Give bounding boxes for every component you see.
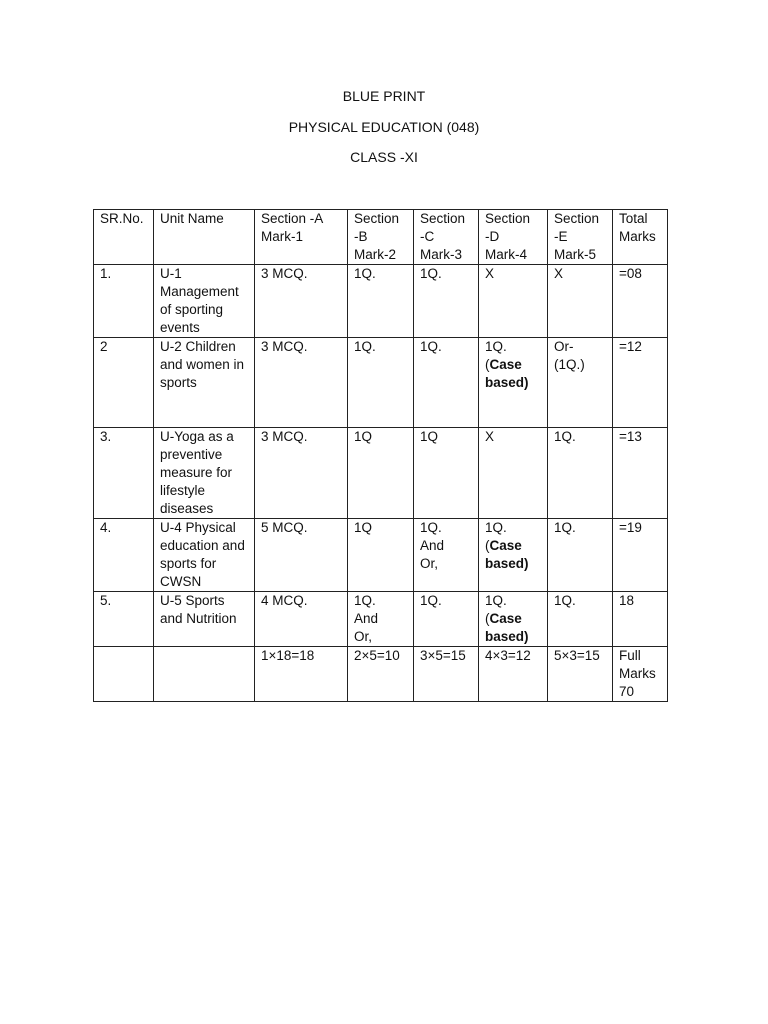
cell-section-b-total: 2×5=10 [348,647,414,702]
cell-section-d: 1Q. (Case based) [479,519,548,592]
cell-section-b: 1Q [348,428,414,519]
cell-total: 18 [613,592,668,647]
cell-section-a: 3 MCQ. [255,265,348,338]
cell-total: =13 [613,428,668,519]
document-title-block [0,86,768,178]
cell-section-d-total: 4×3=12 [479,647,548,702]
cell-unit: U-1 Management of sporting events [154,265,255,338]
cell-section-c: 1Q. [414,265,479,338]
cell-section-c: 1Q. [414,592,479,647]
cell-section-c: 1Q. And Or, [414,519,479,592]
table-row [94,519,668,592]
cell-section-b: 1Q [348,519,414,592]
header-section-e: Section -E Mark-5 [548,210,613,265]
cell-section-a: 4 MCQ. [255,592,348,647]
cell-section-e: 1Q. [548,592,613,647]
table-row [94,592,668,647]
cell-section-e: 1Q. [548,428,613,519]
header-sr: SR.No. [94,210,154,265]
header-unit: Unit Name [154,210,255,265]
cell-sr: 5. [94,592,154,647]
cell-section-a: 3 MCQ. [255,338,348,428]
cell-section-a: 3 MCQ. [255,428,348,519]
table-row [94,265,668,338]
doc-class: CLASS -XI [350,149,418,165]
header-section-d: Section -D Mark-4 [479,210,548,265]
cell-section-b: 1Q. And Or, [348,592,414,647]
cell-unit: U-5 Sports and Nutrition [154,592,255,647]
table-header-row [94,210,668,265]
cell-unit: U-2 Children and women in sports [154,338,255,428]
cell-section-b: 1Q. [348,265,414,338]
table-footer-row [94,647,668,702]
cell-sr: 2 [94,338,154,428]
blueprint-table [93,209,668,702]
cell-section-c-total: 3×5=15 [414,647,479,702]
cell-section-e: Or- (1Q.) [548,338,613,428]
cell-section-c: 1Q. [414,338,479,428]
cell-sr [94,647,154,702]
cell-section-e: X [548,265,613,338]
doc-subject: PHYSICAL EDUCATION (048) [288,118,480,135]
doc-title: BLUE PRINT [342,88,426,104]
cell-total: =12 [613,338,668,428]
cell-sr: 4. [94,519,154,592]
cell-section-c: 1Q [414,428,479,519]
table-row [94,338,668,428]
cell-section-d: 1Q. (Case based) [479,338,548,428]
cell-sr: 1. [94,265,154,338]
cell-section-e: 1Q. [548,519,613,592]
cell-full-marks: Full Marks 70 [613,647,668,702]
cell-unit: U-4 Physical education and sports for CWSN [154,519,255,592]
cell-section-d: 1Q. (Case based) [479,592,548,647]
header-section-a: Section -A Mark-1 [255,210,348,265]
header-section-c: Section -C Mark-3 [414,210,479,265]
header-total: Total Marks [613,210,668,265]
table-row [94,428,668,519]
cell-total: =19 [613,519,668,592]
cell-section-d: X [479,265,548,338]
cell-section-b: 1Q. [348,338,414,428]
cell-section-d: X [479,428,548,519]
cell-section-a: 5 MCQ. [255,519,348,592]
header-section-b: Section -B Mark-2 [348,210,414,265]
cell-unit: U-Yoga as a preventive measure for lifestyle diseases [154,428,255,519]
cell-sr: 3. [94,428,154,519]
cell-total: =08 [613,265,668,338]
cell-section-a-total: 1×18=18 [255,647,348,702]
cell-section-e-total: 5×3=15 [548,647,613,702]
cell-unit [154,647,255,702]
